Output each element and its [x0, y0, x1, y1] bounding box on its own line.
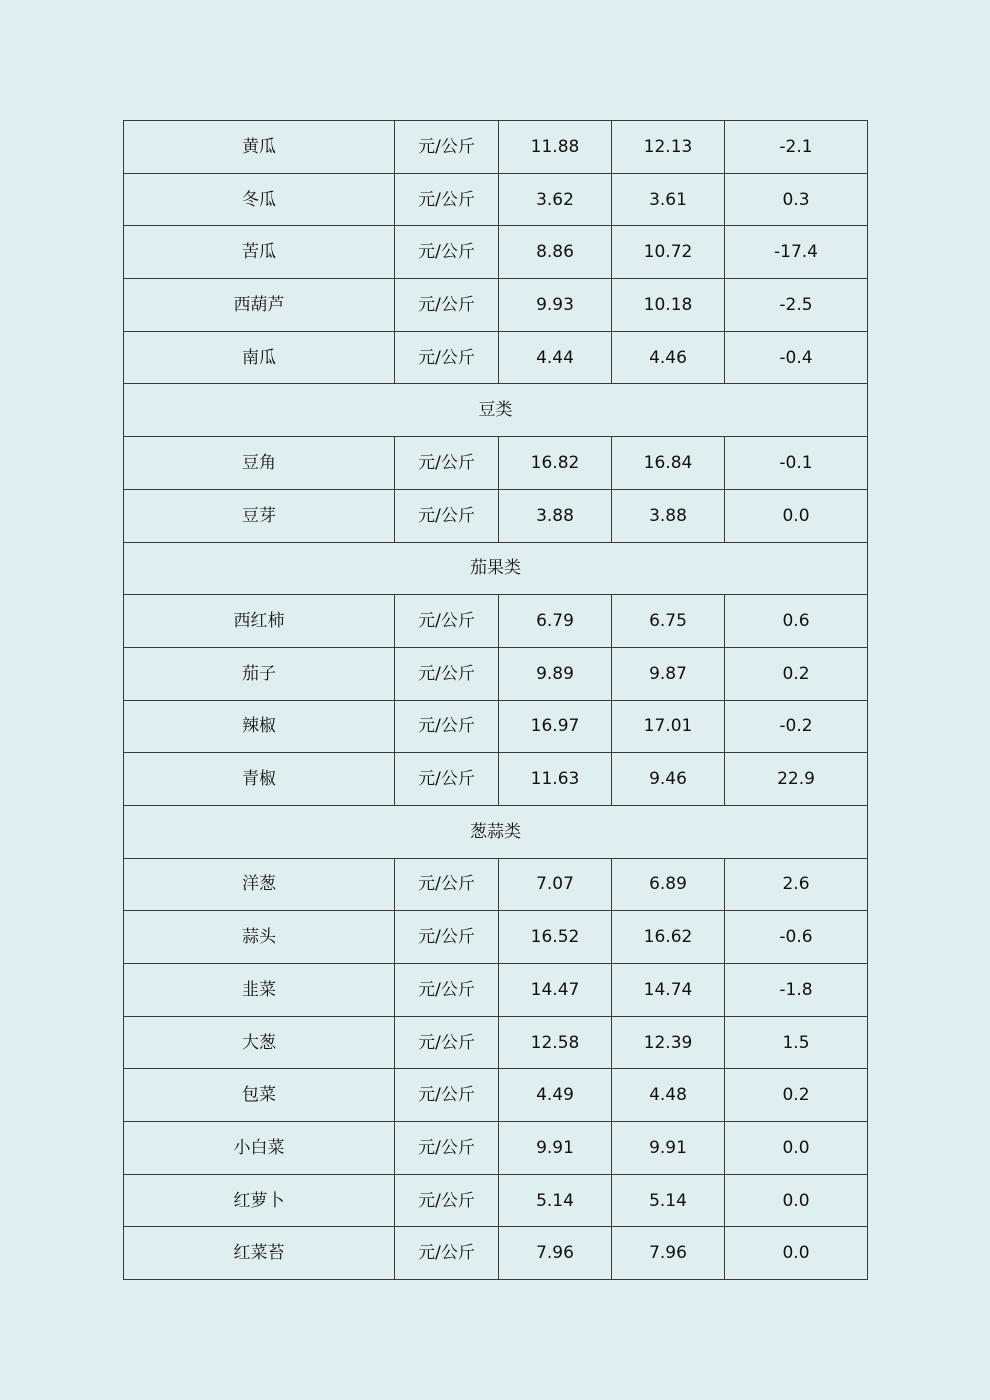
item-name-cell: 黄瓜 [124, 121, 395, 174]
item-name-cell: 韭菜 [124, 964, 395, 1017]
current-price-cell: 3.88 [499, 489, 612, 542]
previous-price-cell: 12.39 [612, 1016, 725, 1069]
change-percent-cell: 0.0 [725, 489, 868, 542]
change-percent-cell: -0.1 [725, 437, 868, 490]
change-percent-cell: -0.4 [725, 331, 868, 384]
category-label: 豆类 [124, 384, 868, 437]
current-price-cell: 16.52 [499, 911, 612, 964]
unit-cell: 元/公斤 [395, 331, 499, 384]
current-price-cell: 11.88 [499, 121, 612, 174]
item-name-cell: 豆芽 [124, 489, 395, 542]
unit-cell: 元/公斤 [395, 1227, 499, 1280]
table-row [124, 1016, 868, 1069]
change-percent-cell: 0.0 [725, 1122, 868, 1175]
unit-cell: 元/公斤 [395, 700, 499, 753]
previous-price-cell: 9.91 [612, 1122, 725, 1175]
table-row [124, 489, 868, 542]
unit-cell: 元/公斤 [395, 226, 499, 279]
item-name-cell: 蒜头 [124, 911, 395, 964]
previous-price-cell: 5.14 [612, 1174, 725, 1227]
current-price-cell: 16.82 [499, 437, 612, 490]
item-name-cell: 包菜 [124, 1069, 395, 1122]
vegetable-price-table [123, 120, 868, 1280]
table-row [124, 121, 868, 174]
previous-price-cell: 3.61 [612, 173, 725, 226]
change-percent-cell: -2.5 [725, 279, 868, 332]
current-price-cell: 6.79 [499, 595, 612, 648]
table-row [124, 1174, 868, 1227]
change-percent-cell: -0.6 [725, 911, 868, 964]
item-name-cell: 红萝卜 [124, 1174, 395, 1227]
category-row [124, 805, 868, 858]
current-price-cell: 9.89 [499, 647, 612, 700]
unit-cell: 元/公斤 [395, 911, 499, 964]
current-price-cell: 7.07 [499, 858, 612, 911]
unit-cell: 元/公斤 [395, 279, 499, 332]
change-percent-cell: 0.0 [725, 1174, 868, 1227]
previous-price-cell: 17.01 [612, 700, 725, 753]
table-row [124, 964, 868, 1017]
current-price-cell: 5.14 [499, 1174, 612, 1227]
item-name-cell: 青椒 [124, 753, 395, 806]
current-price-cell: 3.62 [499, 173, 612, 226]
current-price-cell: 11.63 [499, 753, 612, 806]
item-name-cell: 苦瓜 [124, 226, 395, 279]
item-name-cell: 大葱 [124, 1016, 395, 1069]
previous-price-cell: 12.13 [612, 121, 725, 174]
item-name-cell: 西红柿 [124, 595, 395, 648]
table-row [124, 331, 868, 384]
current-price-cell: 16.97 [499, 700, 612, 753]
unit-cell: 元/公斤 [395, 1174, 499, 1227]
table-row [124, 173, 868, 226]
category-label: 葱蒜类 [124, 805, 868, 858]
table-row [124, 1122, 868, 1175]
previous-price-cell: 4.48 [612, 1069, 725, 1122]
table-row [124, 647, 868, 700]
table-body [124, 121, 868, 1280]
category-row [124, 384, 868, 437]
unit-cell: 元/公斤 [395, 1069, 499, 1122]
previous-price-cell: 9.46 [612, 753, 725, 806]
item-name-cell: 冬瓜 [124, 173, 395, 226]
unit-cell: 元/公斤 [395, 437, 499, 490]
change-percent-cell: 0.0 [725, 1227, 868, 1280]
change-percent-cell: 0.6 [725, 595, 868, 648]
current-price-cell: 9.91 [499, 1122, 612, 1175]
item-name-cell: 西葫芦 [124, 279, 395, 332]
previous-price-cell: 10.18 [612, 279, 725, 332]
unit-cell: 元/公斤 [395, 121, 499, 174]
item-name-cell: 茄子 [124, 647, 395, 700]
current-price-cell: 12.58 [499, 1016, 612, 1069]
previous-price-cell: 4.46 [612, 331, 725, 384]
unit-cell: 元/公斤 [395, 964, 499, 1017]
previous-price-cell: 6.89 [612, 858, 725, 911]
unit-cell: 元/公斤 [395, 489, 499, 542]
previous-price-cell: 16.84 [612, 437, 725, 490]
current-price-cell: 7.96 [499, 1227, 612, 1280]
item-name-cell: 南瓜 [124, 331, 395, 384]
item-name-cell: 红菜苔 [124, 1227, 395, 1280]
previous-price-cell: 14.74 [612, 964, 725, 1017]
change-percent-cell: -0.2 [725, 700, 868, 753]
category-row [124, 542, 868, 595]
item-name-cell: 豆角 [124, 437, 395, 490]
table-row [124, 858, 868, 911]
current-price-cell: 14.47 [499, 964, 612, 1017]
category-label: 茄果类 [124, 542, 868, 595]
table-row [124, 226, 868, 279]
current-price-cell: 4.44 [499, 331, 612, 384]
change-percent-cell: 0.2 [725, 1069, 868, 1122]
item-name-cell: 洋葱 [124, 858, 395, 911]
previous-price-cell: 9.87 [612, 647, 725, 700]
change-percent-cell: 22.9 [725, 753, 868, 806]
unit-cell: 元/公斤 [395, 647, 499, 700]
table-row [124, 1069, 868, 1122]
previous-price-cell: 6.75 [612, 595, 725, 648]
change-percent-cell: -17.4 [725, 226, 868, 279]
current-price-cell: 9.93 [499, 279, 612, 332]
change-percent-cell: 2.6 [725, 858, 868, 911]
current-price-cell: 8.86 [499, 226, 612, 279]
table-row [124, 911, 868, 964]
unit-cell: 元/公斤 [395, 753, 499, 806]
previous-price-cell: 16.62 [612, 911, 725, 964]
item-name-cell: 小白菜 [124, 1122, 395, 1175]
unit-cell: 元/公斤 [395, 173, 499, 226]
table-row [124, 700, 868, 753]
table-row [124, 437, 868, 490]
change-percent-cell: 0.2 [725, 647, 868, 700]
table-row [124, 595, 868, 648]
change-percent-cell: 0.3 [725, 173, 868, 226]
table-row [124, 279, 868, 332]
previous-price-cell: 7.96 [612, 1227, 725, 1280]
current-price-cell: 4.49 [499, 1069, 612, 1122]
unit-cell: 元/公斤 [395, 858, 499, 911]
previous-price-cell: 10.72 [612, 226, 725, 279]
unit-cell: 元/公斤 [395, 595, 499, 648]
unit-cell: 元/公斤 [395, 1122, 499, 1175]
item-name-cell: 辣椒 [124, 700, 395, 753]
change-percent-cell: -1.8 [725, 964, 868, 1017]
table-row [124, 753, 868, 806]
change-percent-cell: 1.5 [725, 1016, 868, 1069]
change-percent-cell: -2.1 [725, 121, 868, 174]
previous-price-cell: 3.88 [612, 489, 725, 542]
table-row [124, 1227, 868, 1280]
unit-cell: 元/公斤 [395, 1016, 499, 1069]
